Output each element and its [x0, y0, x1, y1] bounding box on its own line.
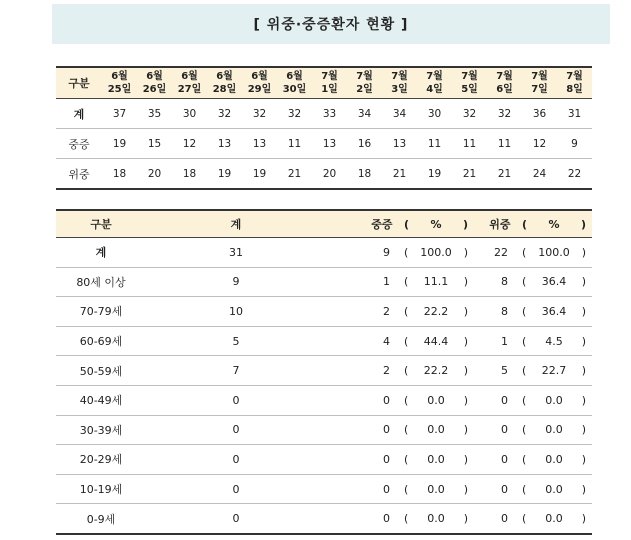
daily-cell: 30	[417, 99, 452, 129]
date-month: 6월	[146, 71, 163, 82]
pct-value-group	[522, 423, 586, 436]
age-label: 0-9세	[56, 504, 146, 534]
date-header	[277, 67, 312, 99]
age-severe-count: 0	[383, 423, 390, 437]
daily-cell: 19	[242, 159, 277, 190]
daily-cell: 18	[172, 159, 207, 190]
pct-value: 100.0	[420, 245, 452, 259]
pct-value-group	[404, 394, 468, 407]
age-severe-count: 0	[383, 512, 390, 526]
age-severe	[326, 474, 474, 504]
pct-close: )	[581, 393, 586, 407]
pct-close: )	[463, 275, 468, 289]
age-critical-count: 0	[501, 512, 508, 526]
age-critical	[474, 267, 592, 297]
pct-close: )	[581, 452, 586, 466]
age-severe-count: 9	[383, 245, 390, 259]
age-total: 9	[146, 267, 326, 297]
age-severe-count: 1	[383, 275, 390, 289]
pct-open: (	[522, 275, 527, 289]
daily-cell: 21	[452, 159, 487, 190]
date-day: 26일	[142, 84, 167, 95]
age-severe	[326, 326, 474, 356]
age-critical	[474, 238, 592, 268]
daily-cell: 13	[312, 129, 347, 159]
date-header	[172, 67, 207, 99]
age-header-critical	[474, 210, 592, 238]
daily-cell: 12	[522, 129, 557, 159]
pct-open: (	[404, 364, 409, 378]
pct-value-group	[522, 364, 586, 377]
date-day: 4일	[426, 84, 443, 95]
pct-value-group	[522, 453, 586, 466]
daily-cell: 13	[207, 129, 242, 159]
age-label: 계	[56, 238, 146, 268]
pct-close: )	[581, 423, 586, 437]
pct-close: )	[580, 218, 586, 231]
pct-close: )	[581, 275, 586, 289]
daily-cell: 21	[382, 159, 417, 190]
age-critical-count: 5	[501, 364, 508, 378]
age-severe-count: 0	[383, 452, 390, 466]
date-day: 25일	[107, 84, 132, 95]
age-header-severe	[326, 210, 474, 238]
age-row	[56, 415, 592, 445]
age-total: 0	[146, 445, 326, 475]
age-header-total: 계	[146, 210, 326, 238]
daily-trend-table	[56, 66, 592, 190]
pct-open: (	[404, 452, 409, 466]
daily-row	[56, 159, 592, 190]
pct-value: 0.0	[545, 482, 563, 496]
daily-cell: 12	[172, 129, 207, 159]
pct-value: 0.0	[545, 512, 563, 526]
date-day: 1일	[321, 84, 338, 95]
pct-value-group	[522, 335, 586, 348]
age-severe-count: 4	[383, 334, 390, 348]
pct-value-group	[522, 394, 586, 407]
age-row	[56, 474, 592, 504]
pct-open: (	[404, 245, 409, 259]
daily-cell: 31	[557, 99, 592, 129]
age-critical	[474, 385, 592, 415]
pct-value-group	[404, 335, 468, 348]
pct-value: 100.0	[538, 245, 570, 259]
age-critical-count: 8	[501, 275, 508, 289]
age-severe	[326, 385, 474, 415]
date-header	[522, 67, 557, 99]
age-label: 30-39세	[56, 415, 146, 445]
pct-open: (	[522, 482, 527, 496]
date-day: 28일	[212, 84, 237, 95]
pct-value: 44.4	[423, 334, 449, 348]
pct-open: (	[522, 245, 527, 259]
daily-cell: 32	[207, 99, 242, 129]
age-severe	[326, 238, 474, 268]
pct-close: )	[463, 452, 468, 466]
date-day: 5일	[461, 84, 478, 95]
daily-cell: 37	[102, 99, 137, 129]
date-day: 7일	[531, 84, 548, 95]
age-row	[56, 356, 592, 386]
daily-cell: 18	[347, 159, 382, 190]
age-severe-count: 0	[383, 393, 390, 407]
age-critical	[474, 504, 592, 534]
daily-cell: 19	[207, 159, 242, 190]
age-header-severe-text: 중증	[371, 218, 393, 231]
age-critical-count: 0	[501, 393, 508, 407]
daily-cell: 21	[277, 159, 312, 190]
pct-close: )	[581, 304, 586, 318]
daily-cell: 32	[242, 99, 277, 129]
pct-value: 36.4	[541, 304, 567, 318]
age-label: 70-79세	[56, 297, 146, 327]
age-severe	[326, 267, 474, 297]
pct-value: 0.0	[427, 512, 445, 526]
pct-open: (	[404, 275, 409, 289]
age-total: 0	[146, 504, 326, 534]
date-header	[417, 67, 452, 99]
pct-value-group	[522, 483, 586, 496]
date-month: 7월	[426, 71, 443, 82]
date-month: 6월	[286, 71, 303, 82]
daily-row	[56, 129, 592, 159]
date-header	[487, 67, 522, 99]
age-label: 60-69세	[56, 326, 146, 356]
pct-value: 0.0	[545, 393, 563, 407]
age-label: 50-59세	[56, 356, 146, 386]
date-month: 7월	[356, 71, 373, 82]
pct-close: )	[463, 304, 468, 318]
age-critical	[474, 356, 592, 386]
age-critical-count: 8	[501, 304, 508, 318]
daily-row	[56, 99, 592, 129]
date-day: 29일	[247, 84, 272, 95]
age-header-label: 구분	[56, 210, 146, 238]
pct-value: 0.0	[427, 452, 445, 466]
daily-cell: 20	[137, 159, 172, 190]
pct-value: 11.1	[423, 275, 449, 289]
age-label: 40-49세	[56, 385, 146, 415]
date-day: 27일	[177, 84, 202, 95]
pct-close: )	[463, 245, 468, 259]
age-severe	[326, 504, 474, 534]
date-month: 7월	[461, 71, 478, 82]
daily-cell: 11	[417, 129, 452, 159]
age-total: 5	[146, 326, 326, 356]
pct-close: )	[463, 334, 468, 348]
pct-value: 0.0	[427, 482, 445, 496]
pct-value-group	[522, 275, 586, 288]
pct-open: (	[522, 218, 528, 231]
date-day: 6일	[496, 84, 513, 95]
pct-open: (	[522, 512, 527, 526]
daily-cell: 21	[487, 159, 522, 190]
daily-cell: 24	[522, 159, 557, 190]
daily-cell: 32	[487, 99, 522, 129]
age-row	[56, 297, 592, 327]
date-month: 7월	[566, 71, 583, 82]
pct-open: (	[522, 393, 527, 407]
date-month: 7월	[321, 71, 338, 82]
daily-row-label: 계	[56, 99, 102, 129]
pct-open: (	[404, 423, 409, 437]
date-month: 6월	[111, 71, 128, 82]
pct-value: 0.0	[427, 423, 445, 437]
age-severe-count: 2	[383, 304, 390, 318]
daily-cell: 13	[242, 129, 277, 159]
pct-open: (	[404, 482, 409, 496]
date-day: 8일	[566, 84, 583, 95]
daily-row-label: 위중	[56, 159, 102, 190]
pct-close: )	[463, 393, 468, 407]
age-row	[56, 238, 592, 268]
age-total: 10	[146, 297, 326, 327]
age-row	[56, 445, 592, 475]
pct-open: (	[404, 304, 409, 318]
daily-cell: 36	[522, 99, 557, 129]
date-header	[102, 67, 137, 99]
pct-value-group	[404, 512, 468, 525]
date-day: 30일	[282, 84, 307, 95]
age-critical	[474, 445, 592, 475]
pct-close: )	[581, 364, 586, 378]
date-month: 7월	[531, 71, 548, 82]
date-header	[557, 67, 592, 99]
age-critical-count: 0	[501, 452, 508, 466]
pct-close: )	[581, 245, 586, 259]
pct-open: (	[522, 364, 527, 378]
pct-open: (	[404, 218, 410, 231]
age-severe	[326, 445, 474, 475]
date-header	[382, 67, 417, 99]
age-critical	[474, 297, 592, 327]
date-day: 2일	[356, 84, 373, 95]
age-row	[56, 326, 592, 356]
daily-header-row	[56, 67, 592, 99]
pct-close: )	[463, 512, 468, 526]
date-header	[207, 67, 242, 99]
date-month: 6월	[181, 71, 198, 82]
date-header	[137, 67, 172, 99]
age-severe-count: 0	[383, 482, 390, 496]
daily-cell: 22	[557, 159, 592, 190]
age-critical-count: 0	[501, 423, 508, 437]
age-critical-count: 1	[501, 334, 508, 348]
date-header	[242, 67, 277, 99]
daily-cell: 32	[452, 99, 487, 129]
age-row	[56, 385, 592, 415]
pct-open: (	[404, 393, 409, 407]
pct-value-group	[404, 246, 468, 259]
daily-cell: 11	[277, 129, 312, 159]
pct-value-group	[404, 275, 468, 288]
age-severe	[326, 415, 474, 445]
age-critical-count: 0	[501, 482, 508, 496]
age-critical-count: 22	[494, 245, 508, 259]
date-header	[452, 67, 487, 99]
daily-row-label: 중증	[56, 129, 102, 159]
pct-open: (	[522, 304, 527, 318]
age-label: 10-19세	[56, 474, 146, 504]
age-severe	[326, 297, 474, 327]
date-month: 7월	[391, 71, 408, 82]
pct-sign: %	[430, 218, 442, 231]
age-row	[56, 267, 592, 297]
pct-close: )	[462, 218, 468, 231]
pct-open: (	[522, 452, 527, 466]
pct-value: 4.5	[545, 334, 563, 348]
pct-value-group	[522, 512, 586, 525]
date-month: 6월	[216, 71, 233, 82]
pct-close: )	[581, 482, 586, 496]
age-critical	[474, 326, 592, 356]
age-total: 7	[146, 356, 326, 386]
pct-close: )	[581, 334, 586, 348]
age-critical	[474, 415, 592, 445]
pct-open: (	[522, 334, 527, 348]
age-group-table	[56, 209, 592, 535]
daily-cell: 35	[137, 99, 172, 129]
age-total: 31	[146, 238, 326, 268]
pct-value: 0.0	[545, 423, 563, 437]
pct-value: 0.0	[545, 452, 563, 466]
age-total: 0	[146, 385, 326, 415]
pct-value-group	[404, 364, 468, 377]
daily-cell: 19	[102, 129, 137, 159]
pct-value: 22.2	[423, 364, 449, 378]
age-label: 80세 이상	[56, 267, 146, 297]
pct-open: (	[404, 334, 409, 348]
pct-close: )	[463, 482, 468, 496]
daily-cell: 11	[487, 129, 522, 159]
age-header-row	[56, 210, 592, 238]
pct-value-group	[404, 305, 468, 318]
pct-close: )	[463, 423, 468, 437]
date-header	[312, 67, 347, 99]
date-header	[347, 67, 382, 99]
pct-close: )	[463, 364, 468, 378]
daily-cell: 13	[382, 129, 417, 159]
age-severe	[326, 356, 474, 386]
daily-cell: 30	[172, 99, 207, 129]
age-total: 0	[146, 474, 326, 504]
pct-close: )	[581, 512, 586, 526]
age-severe-count: 2	[383, 364, 390, 378]
pct-value: 22.7	[541, 364, 567, 378]
pct-value-group	[404, 453, 468, 466]
date-month: 7월	[496, 71, 513, 82]
pct-value-group	[404, 423, 468, 436]
page-title: [ 위중·중증환자 현황 ]	[52, 4, 610, 44]
pct-open: (	[522, 423, 527, 437]
age-row	[56, 504, 592, 534]
pct-value: 36.4	[541, 275, 567, 289]
pct-value-group	[522, 246, 586, 259]
daily-cell: 16	[347, 129, 382, 159]
pct-sign: %	[548, 218, 560, 231]
pct-value: 0.0	[427, 393, 445, 407]
daily-cell: 33	[312, 99, 347, 129]
date-month: 6월	[251, 71, 268, 82]
daily-cell: 34	[347, 99, 382, 129]
daily-cell: 11	[452, 129, 487, 159]
age-label: 20-29세	[56, 445, 146, 475]
pct-value: 22.2	[423, 304, 449, 318]
daily-cell: 18	[102, 159, 137, 190]
daily-cell: 9	[557, 129, 592, 159]
pct-value-group	[404, 483, 468, 496]
age-header-critical-text: 위중	[489, 218, 511, 231]
daily-cell: 19	[417, 159, 452, 190]
daily-cell: 15	[137, 129, 172, 159]
daily-cell: 32	[277, 99, 312, 129]
pct-open: (	[404, 512, 409, 526]
daily-header-label: 구분	[56, 67, 102, 99]
daily-cell: 20	[312, 159, 347, 190]
date-day: 3일	[391, 84, 408, 95]
age-total: 0	[146, 415, 326, 445]
daily-cell: 34	[382, 99, 417, 129]
pct-value-group	[522, 305, 586, 318]
age-critical	[474, 474, 592, 504]
